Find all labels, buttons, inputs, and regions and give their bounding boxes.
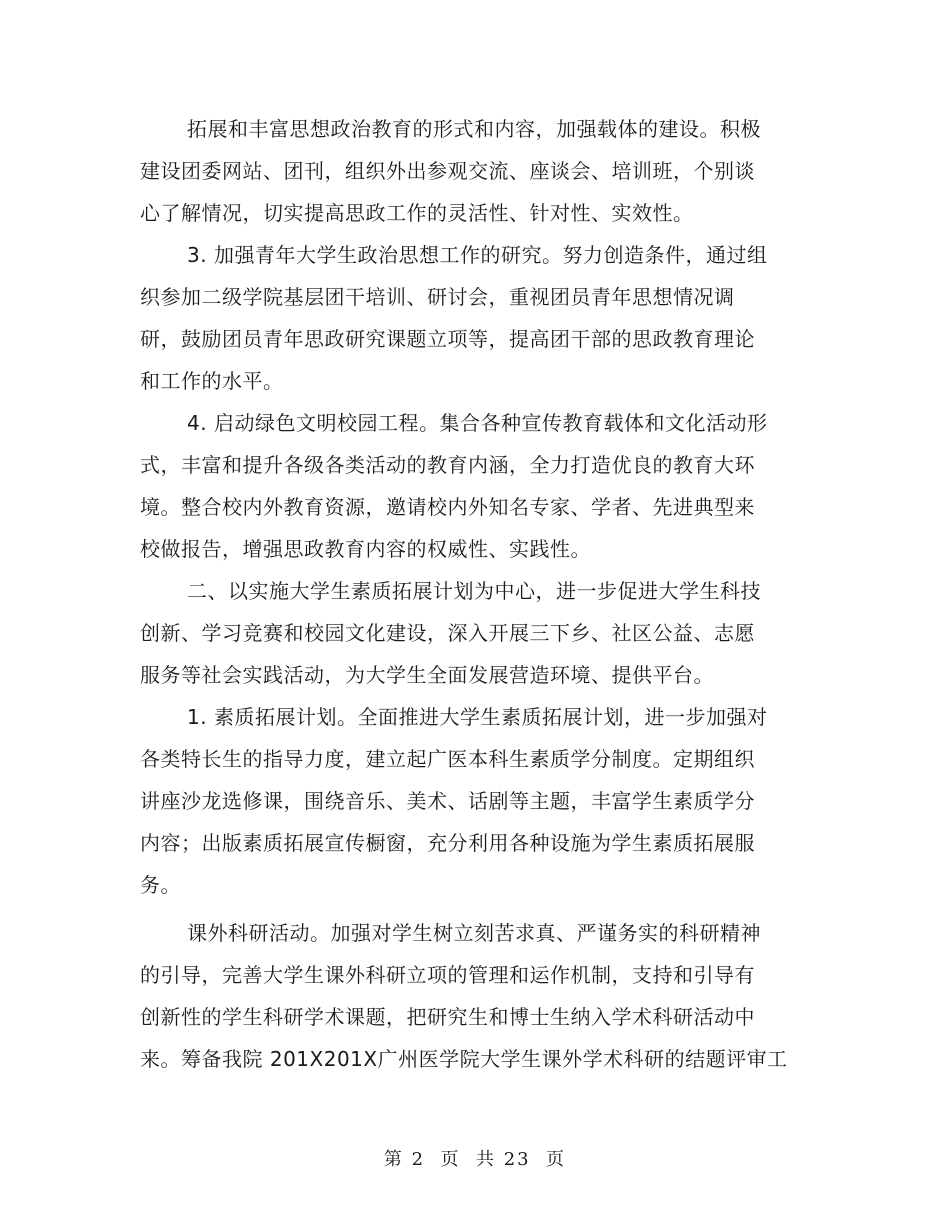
text-line: 建设团委网站、团刊，组织外出参观交流、座谈会、培训班，个别谈 — [140, 159, 755, 183]
text-line: 3. 加强青年大学生政治思想工作的研究。努力创造条件，通过组 — [187, 243, 768, 267]
text-line: 拓展和丰富思想政治教育的形式和内容，加强载体的建设。积极 — [187, 117, 761, 141]
paragraph-5 — [140, 696, 800, 906]
paragraph-3 — [140, 402, 800, 570]
text-line: 和工作的水平。 — [140, 369, 284, 393]
paragraph-6 — [140, 912, 800, 1080]
text-line: 创新性的学生科研学术课题，把研究生和博士生纳入学术科研活动中 — [140, 1005, 755, 1029]
text-line: 式，丰富和提升各级各类活动的教育内涵，全力打造优良的教育大环 — [140, 453, 755, 477]
text-line: 心了解情况，切实提高思政工作的灵活性、针对性、实效性。 — [140, 201, 694, 225]
paragraph-2 — [140, 234, 800, 402]
paragraph-1 — [140, 108, 800, 234]
text-line: 校做报告，增强思政教育内容的权威性、实践性。 — [140, 537, 591, 561]
text-line: 来。筹备我院 201X201X广州医学院大学生课外学术科研的结题评审工 — [140, 1047, 788, 1071]
text-line: 的引导，完善大学生课外科研立项的管理和运作机制，支持和引导有 — [140, 963, 755, 987]
text-line: 内容；出版素质拓展宣传橱窗，充分利用各种设施为学生素质拓展服 — [140, 831, 755, 855]
paragraph-4 — [140, 570, 800, 696]
text-line: 服务等社会实践活动，为大学生全面发展营造环境、提供平台。 — [140, 663, 714, 687]
text-line: 务。 — [140, 873, 181, 897]
text-line: 1. 素质拓展计划。全面推进大学生素质拓展计划，进一步加强对 — [187, 705, 768, 729]
page-footer — [0, 1148, 950, 1172]
text-line: 境。整合校内外教育资源，邀请校内外知名专家、学者、先进典型来 — [140, 495, 755, 519]
page-number: 第 2 页 共 23 页 — [383, 1149, 567, 1170]
text-line: 课外科研活动。加强对学生树立刻苦求真、严谨务实的科研精神 — [187, 921, 761, 945]
text-line: 讲座沙龙选修课，围绕音乐、美术、话剧等主题，丰富学生素质学分 — [140, 789, 755, 813]
text-line: 4. 启动绿色文明校园工程。集合各种宣传教育载体和文化活动形 — [187, 411, 768, 435]
text-line: 创新、学习竞赛和校园文化建设，深入开展三下乡、社区公益、志愿 — [140, 621, 755, 645]
text-line: 研，鼓励团员青年思政研究课题立项等，提高团干部的思政教育理论 — [140, 327, 755, 351]
text-line: 织参加二级学院基层团干培训、研讨会，重视团员青年思想情况调 — [140, 285, 735, 309]
document-body — [140, 108, 800, 1080]
text-line: 二、以实施大学生素质拓展计划为中心，进一步促进大学生科技 — [187, 579, 761, 603]
text-line: 各类特长生的指导力度，建立起广医本科生素质学分制度。定期组织 — [140, 747, 755, 771]
